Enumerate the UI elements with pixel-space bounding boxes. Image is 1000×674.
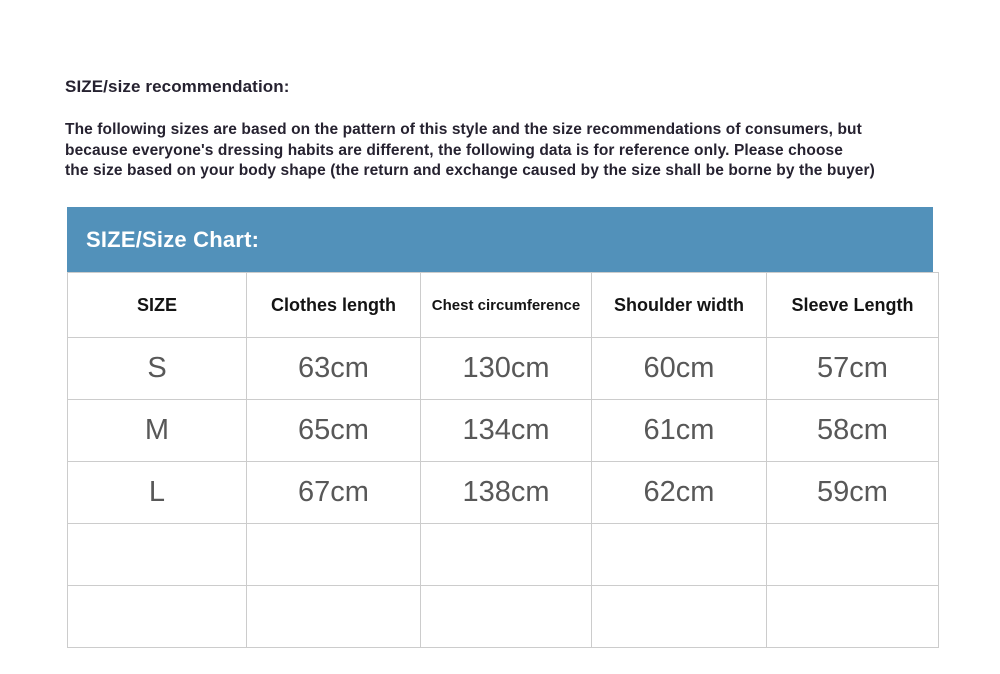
size-recommendation-heading: SIZE/size recommendation: (65, 77, 290, 96)
size-chart-header (68, 273, 939, 338)
size-cell (68, 586, 247, 648)
measurement-cell: 57cm (767, 338, 939, 400)
measurement-cell (421, 524, 592, 586)
measurement-cell: 138cm (421, 462, 592, 524)
measurement-cell: 65cm (247, 400, 421, 462)
size-cell: S (68, 338, 247, 400)
size-cell (68, 524, 247, 586)
measurement-cell (247, 524, 421, 586)
measurement-cell: 67cm (247, 462, 421, 524)
size-chart-caption: SIZE/Size Chart: (67, 207, 933, 272)
size-chart-table (67, 272, 939, 648)
measurement-cell: 63cm (247, 338, 421, 400)
size-recommendation-paragraph (65, 120, 875, 182)
column-header-sleeve-length: Sleeve Length (767, 273, 939, 338)
column-header-shoulder-width: Shoulder width (592, 273, 767, 338)
paragraph-line: the size based on your body shape (the return and exchange caused by the size shall be borne by the buyer) (65, 162, 875, 179)
paragraph-line: because everyone's dressing habits are different, the following data is for reference only. Please choose (65, 141, 843, 159)
table-row (68, 462, 939, 524)
measurement-cell: 60cm (592, 338, 767, 400)
column-header-size: SIZE (68, 273, 247, 338)
table-row (68, 338, 939, 400)
paragraph-line: The following sizes are based on the pattern of this style and the size recommendations of consumers, but (65, 121, 862, 138)
measurement-cell (592, 524, 767, 586)
header-row (68, 273, 939, 338)
measurement-cell (767, 524, 939, 586)
measurement-cell: 134cm (421, 400, 592, 462)
measurement-cell (247, 586, 421, 648)
measurement-cell: 130cm (421, 338, 592, 400)
size-cell: L (68, 462, 247, 524)
size-chart-body (68, 338, 939, 648)
measurement-cell: 62cm (592, 462, 767, 524)
measurement-cell: 61cm (592, 400, 767, 462)
column-header-chest-circumference: Chest circumference (421, 273, 592, 338)
size-cell: M (68, 400, 247, 462)
column-header-clothes-length: Clothes length (247, 273, 421, 338)
measurement-cell (767, 586, 939, 648)
measurement-cell (592, 586, 767, 648)
table-row (68, 524, 939, 586)
measurement-cell: 58cm (767, 400, 939, 462)
table-row (68, 400, 939, 462)
measurement-cell (421, 586, 592, 648)
measurement-cell: 59cm (767, 462, 939, 524)
table-row (68, 586, 939, 648)
size-chart (67, 207, 933, 648)
